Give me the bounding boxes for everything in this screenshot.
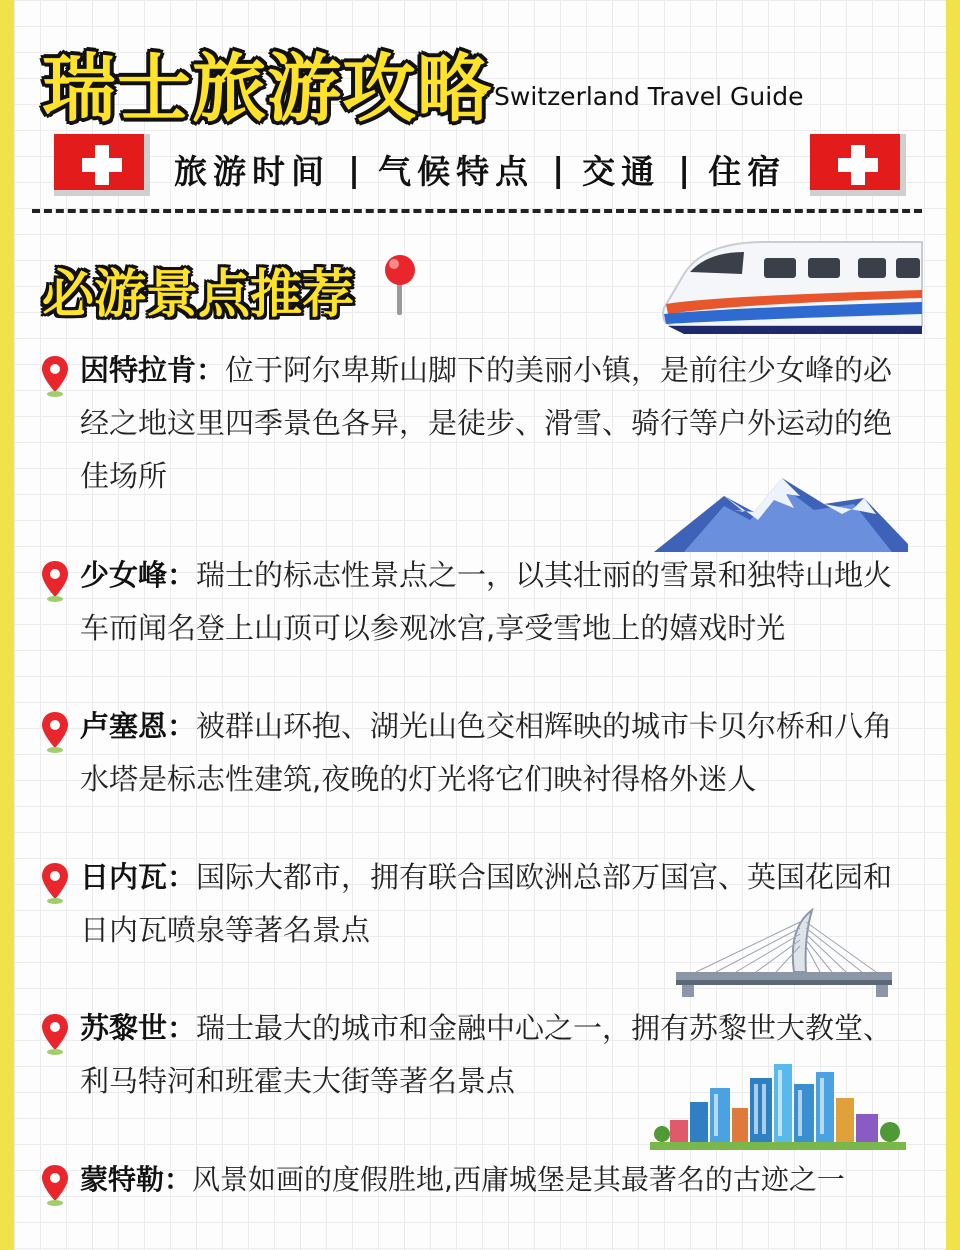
page-subtitle: Switzerland Travel Guide [494,82,804,111]
attraction-name: 卢塞恩： [80,709,197,743]
attraction-name: 蒙特勒： [80,1163,193,1196]
map-pin-icon [40,861,70,905]
topic-separator: | [678,150,691,189]
swiss-flag-icon [810,134,906,196]
attraction-item [40,344,920,503]
topic-menu [174,146,786,193]
attraction-desc: 瑞士最大的城市和金融中心之一，拥有苏黎世大教堂、利马特河和班霍夫大街等著名景点 [80,1011,893,1098]
train-icon [644,234,924,340]
map-pin-icon [40,1012,70,1056]
attraction-item [40,1002,920,1108]
topic-travel-time: 旅游时间 [174,152,330,191]
attraction-desc: 被群山环抱、湖光山色交相辉映的城市卡贝尔桥和八角水塔是标志性建筑,夜晚的灯光将它们映衬得格外迷人 [80,709,893,796]
attraction-item [40,1153,940,1206]
map-pin-icon [40,354,70,398]
attraction-desc: 瑞士的标志性景点之一，以其壮丽的雪景和独特山地火车而闻名登上山顶可以参观冰宫,享受雪地上的嬉戏时光 [80,558,893,645]
divider [32,209,922,213]
attraction-name: 少女峰： [80,558,197,592]
attraction-name: 苏黎世： [80,1011,197,1045]
topic-separator: | [552,150,565,189]
map-pin-icon [382,253,418,317]
attraction-desc: 风景如画的度假胜地,西庸城堡是其最著名的古迹之一 [192,1163,845,1196]
attraction-item [40,700,920,806]
attraction-name: 日内瓦： [80,860,197,894]
attraction-item [40,549,920,655]
map-pin-icon [40,559,70,603]
topic-separator: | [348,150,361,189]
topic-climate: 气候特点 [378,152,535,191]
topic-transport: 交通 [582,152,661,191]
attraction-desc: 位于阿尔卑斯山脚下的美丽小镇，是前往少女峰的必经之地这里四季景色各异，是徒步、滑雪、骑行等户外运动的绝佳场所 [80,353,893,493]
attraction-name: 因特拉肯： [80,353,226,387]
topic-lodging: 住宿 [708,152,787,191]
guide-page [14,0,946,1250]
section-title: 必游景点推荐 [42,265,355,325]
map-pin-icon [40,710,70,754]
page-title: 瑞士旅游攻略 [42,46,492,132]
swiss-flag-icon [54,134,150,196]
map-pin-icon [40,1163,70,1207]
attraction-desc: 国际大都市，拥有联合国欧洲总部万国宫、英国花园和日内瓦喷泉等著名景点 [80,860,893,947]
attraction-item [40,851,920,957]
